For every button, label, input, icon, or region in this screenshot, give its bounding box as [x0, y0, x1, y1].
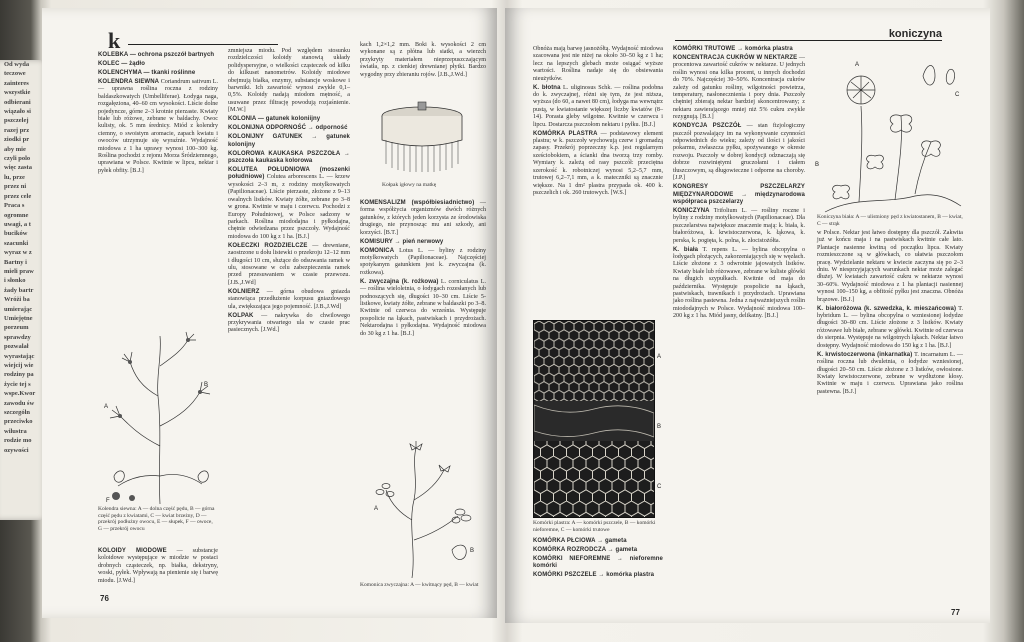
entry-6: [228, 243, 350, 287]
entry-headword: KOLOIDY MIODOWE: [98, 548, 167, 554]
underlying-page-line: wyraz w z: [4, 249, 32, 257]
underlying-page-line: uwagi, a t: [4, 220, 31, 228]
entry-headword: KOLEC — żądło: [98, 61, 145, 67]
section-letter: k: [108, 28, 121, 53]
underlying-page-line: wilustra: [4, 427, 27, 435]
underlying-page-line: zawodu św: [4, 399, 35, 407]
entry-text: Colutea arborescens L. — krzew wysokości 2–3 m, z rodziny motylkowatych (Papilionaceae). Liście pierzaste, złożone z 9–13 owalnych listków. Kwiaty żółte, zebrane po 3–8 w grona. Kwitnie w maju i czerwcu. Pochodzi z Europy Południowej, w Polsce sadzony w parkach. Roślina miododajna i pyłkodajna, chętnie odwiedzana przez pszczoły. Wydajność miodowa do 100 kg z 1 ha. [B.J.]: [228, 174, 350, 240]
entry-text: T. incarnatum L. — roślina roczna lub dwuletnia, o łodydze wzniesionej, długości 20–50 cm. Liście złożone z 3 listków, owłosione. Kwiaty krwistoczerwone, zebrane w wydłużone kłosy. Kwitnie w maju i czerwcu. Uprawiana jako roślina pastewna. [B.J.]: [817, 351, 964, 395]
svg-text:A: A: [657, 354, 662, 360]
entry-text: Obnóża mają barwę jasnożółtą. Wydajność miodowa szacowana jest nie niżej na około 30–50 kg z 1 ha; lecz na lepszych glebach może osiągać wyższe wartości. Roślina nadaje się do obsiewania nieużytków.: [533, 46, 663, 82]
entry-headword: KONICZYNA: [673, 207, 710, 214]
underlying-page-line: lu, prze: [4, 173, 25, 181]
entry-3: [228, 134, 350, 149]
underlying-page-line: pszczelej: [4, 117, 29, 125]
entry-headword: KONDYCJA PSZCZÓŁ: [673, 123, 742, 130]
underlying-page-line: bucików: [4, 230, 28, 238]
underlying-page-line: razej prz: [4, 126, 30, 134]
svg-text:B: B: [815, 162, 820, 168]
queen-cage-illustration: [372, 100, 472, 176]
entry-headword: KOLUTEA POŁUDNIOWA (moszenki południowe): [228, 167, 350, 181]
underlying-page-line: Od wyda: [4, 61, 30, 68]
underlying-page-line: sprawdzy: [4, 333, 31, 341]
entry-3: [673, 184, 805, 206]
right-column-1-top: [533, 46, 663, 199]
birdsfoot-trefoil-caption: Komonica zwyczajna: A — kwitnący pęd, B — kwiat: [360, 582, 479, 588]
entry-headword: KOMONICA: [360, 247, 395, 254]
entry-headword: KOMENSALIZM (współbiesiadnictwo): [360, 200, 475, 206]
right-page-number: 77: [951, 608, 960, 617]
left-page-number: 76: [100, 594, 109, 603]
entry-3: [533, 572, 663, 579]
underlying-page-line: szacunki: [4, 239, 29, 247]
underlying-page-line: więc zasta: [4, 164, 32, 172]
entry-text: L. corniculatus L. — roślina wieloletnia, o łodygach rozesłanych lub podnoszących się, długości 10–30 cm. Liście 5-listkowe, kwiaty żółte, zebrane w baldaszki po 3–8. Kwitnie od czerwca do września. Występuje pospolicie na łąkach, pastwiskach i przydrożach. Nektarodajna i pyłkodajna. Wydajność miodowa do 30 kg z 1 ha. [B.J.]: [360, 278, 486, 337]
underlying-page-line: umierając: [4, 305, 33, 313]
entry-text: — procentowa zawartość cukrów w nektarze. U jednych roślin wynosi ona kilka procent, u innych dochodzi do 70%. Najczęściej 30–50%. Koncentracja cukrów zależy od gatunku rośliny, wilgotności powietrza, temperatury, nasłonecznienia i pory dnia. Pszczoły chętniej zbierają nektar bardziej skoncentrowany; z nektaru zawierającego mniej niż 5% cukru zwykle rezygnują. [B.J.]: [673, 55, 805, 121]
underlying-page-line: przeciwko: [4, 418, 33, 426]
underlying-page-line: i słonko: [4, 277, 26, 285]
entry-text: — stan fizjologiczny pszczół pozwalający im na wykonywanie czynności odpowiednich do wieku; zależy od ilości i jakości pokarmu, zwłaszcza pyłku, spożywanego w okresie rozwoju. Pszczoły w dobrej kondycji odznaczają się dobrze rozwiniętymi gruczołami i ciałem tłuszczowym, są długowieczne i odporne na choroby. [J.P.]: [673, 123, 805, 182]
entry-1: [360, 239, 486, 246]
underlying-page-line: przez cele: [4, 192, 32, 200]
entry-continuation: [817, 230, 963, 304]
entry-headword: KOLPAK: [228, 312, 254, 319]
entry-headword: KOLONIJNA ODPORNOŚĆ → odporność: [228, 125, 348, 132]
entry-continuation: [360, 42, 486, 79]
right-column-1-bottom: [533, 538, 663, 581]
entry-text: — forma współżycia organizmów dwóch różnych gatunków, z których jeden korzysta ze środowiska drugiego, nie przynosząc mu ani szkody, ani korzyści. [B.T.]: [360, 200, 486, 236]
left-column-1-top: [98, 52, 218, 177]
underlying-page-line: ziodki pr: [4, 136, 30, 144]
entry-text: w Polsce. Nektar jest łatwo dostępny dla pszczół. Zakwita już w końcu maja i na pastwiskach kwitnie całe lato. Plantacje nasienne kwitną od początku lipca. Kwiaty rozmieszczone są w główkach, co ułatwia pszczołom pracę. Wydzielanie nektaru w kwiecie zaczyna się po 2–3 dniu. W niesprzyjających warunkach nektar może zalegać dłużej. W kwiatach zawartość cukru w nektarze wynosi 30–60%. Wydajność miodowa z 1 ha plantacji nasiennej wynosi 100–150 kg, a obfitość pyłku jest znaczna. Obnóża brązowe. [B.J.]: [817, 230, 963, 303]
entry-headword: KOLENCHYMA — tkanki roślinne: [98, 70, 196, 76]
svg-text:A: A: [374, 506, 379, 512]
underlying-page-line: pozwalał: [4, 343, 29, 351]
right-page: [505, 8, 990, 623]
underlying-page-line: Wróżi ba: [4, 296, 30, 304]
left-column-2: [228, 48, 350, 336]
underlying-page-line: wyrastając: [4, 352, 35, 360]
honeycomb-photo: [533, 320, 655, 518]
entry-text: T. hybridum L. — bylina obcopylna o wzniesionej łodydze długości 30–80 cm. Liście złożone z 3 listków. Kwiaty różowawe lub białe, zebrane w główki. Kwitnie od czerwca do sierpnia. Występuje na wilgotnych łąkach. Nektar łatwo dostępny. Wydajność miodowa do 150 kg z 1 ha. [B.J.]: [817, 305, 963, 349]
entry-2: [817, 352, 963, 396]
entry-headword: KOMÓRKI NIEFOREMNE → nieforemne komórki: [533, 556, 663, 570]
underlying-page-line: wiązało si: [4, 108, 31, 116]
entry-3: [98, 79, 218, 175]
entry-headword: KOLOROWA KAUKASKA PSZCZOŁA → pszczoła kaukaska kolorowa: [228, 150, 350, 165]
entry-headword: KOMISURY → pień nerwowy: [360, 238, 444, 245]
underlying-page-line: wiejcij wie: [4, 362, 34, 369]
entry-headword: KONCENTRACJA CUKRÓW W NEKTARZE: [673, 55, 798, 61]
underlying-page-line: teczowe: [4, 70, 26, 78]
underlying-page-line: wspe.Kwor: [4, 390, 36, 398]
entry-5: [673, 247, 805, 321]
queen-cage-caption: Kołpak igłowy na matkę: [382, 182, 437, 188]
entry-headword: KOLENDRA SIEWNA: [98, 79, 160, 85]
underlying-page-line: życie tej s: [4, 380, 31, 388]
underlying-page-line: rodzie mo: [4, 437, 32, 445]
entry-text: Coriandrum sativum L. — uprawna roślina roczna z rodziny baldaszkowatych (Umbelliferae). Łodyga naga, rozgałęziona, 40–60 cm wysokości. Liście dolne pojedyncze, górne 2–3 krotnie pierzaste. Kwiaty białe lub różowe, zebrane w baldachy. Owoc kulisty, ok. 5 mm średnicy. Miód z kolendry ciemny, o swoistym aromacie, zapach kwiatu i owoców utrzymuje się wyraźnie. Wydajność miodowa z 1 ha uprawy wynosi 100–300 kg. Roślina pochodzi z rejonu Morza Śródziemnego, uprawiana w Polsce. Kwitnie w lipcu, nektar i pyłek obfity. [B.J.]: [98, 79, 218, 174]
entry-text: — drewniane, zaostrzone u dołu listewki o przekroju 12–12 mm i długości 10 cm, służące do odsuwania ramek w ulu, stosowane w celu zabezpieczenia ramek przed przesuwaniem w czasie przewozu. [J.B.,J.Wd]: [228, 242, 350, 286]
entry-headword: K. zwyczajna (k. rożkowa): [360, 278, 439, 285]
entry-2: [360, 248, 486, 278]
entry-continuation: [228, 48, 350, 115]
entry-headword: KOLNIERZ: [228, 288, 260, 295]
entry-0: [98, 52, 218, 59]
entry-2: [98, 70, 218, 77]
entry-headword: KOLONIA — gatunek koloniijny: [228, 116, 321, 123]
entry-0: [98, 548, 218, 585]
entry-1: [817, 306, 963, 350]
svg-text:A: A: [104, 404, 109, 410]
entry-headword: K. białoróżowa (k. szwedzka, k. mieszańcowa): [817, 305, 957, 312]
entry-1: [673, 55, 805, 122]
entry-text: L. uliginosus Schk. — roślina podobna do k. zwyczajnej, różni się tym, że jest niższa, wyższa (do 60, a nawet 80 cm), łodyga ma wewnątrz pustą, w kwiatostanie większej liczby kwiatów (8–14). Porasta gleby wilgotne. Kwitnie w czerwcu i lipcu. Dostarcza pszczołom nektaru i pyłku. [B.J.]: [533, 84, 663, 128]
entry-5: [228, 167, 350, 241]
entry-2: [533, 556, 663, 571]
entry-headword: KOMÓRKI TRUTOWE → komórka plastra: [673, 46, 793, 52]
entry-headword: KOMÓRKA ROZRODCZA → gameta: [533, 547, 638, 553]
entry-2: [228, 125, 350, 132]
underlying-page-line: aby mie: [4, 145, 26, 153]
entry-1: [228, 116, 350, 123]
entry-text: zmniejsza miodu. Pod względem stosunku rozdzielczości koloidy stanowią układy polidyspersyjne, o wielkości cząsteczek od kilku do kilkuset nanometrów. Koloidy miodowe obejmują białka, enzymy, substancje woskowe i barwniki. Ich zawartość wynosi zwykle 0,1–0,5%. Koloidy nadają miodom mętność, a usuwane przez filtrację powodują rozjaśnienie. [M.W.]: [228, 48, 350, 114]
underlying-page-line: odbierani: [4, 98, 31, 106]
left-column-3-top: [360, 42, 486, 81]
entry-text: T. repens L. — bylina obcopylna o łodygach płożących, zakorzeniających się w węzłach. Liście złożone z 3 odwrotnie jajowatych listków. Kwiaty białe lub różowawe, zebrane w kuliste główki na długich szypułkach. Kwitnie od maja do października. Występuje pospolicie na łąkach, pastwiskach, trawnikach i przydrożach. Uprawiana jako roślina pastewna. Jedna z najważniejszych roślin miododajnych w Polsce. Wydajność miodowa 100–200 kg z 1 ha. Miód jasny, delikatny. [B.J.]: [673, 246, 806, 320]
running-head-rule: [675, 40, 942, 41]
white-clover-illustration: [815, 46, 963, 216]
underlying-page-line: wszystkie: [4, 89, 31, 97]
left-column-1-bottom: [98, 548, 218, 587]
entry-8: [228, 313, 350, 335]
entry-0: [533, 538, 663, 545]
coriander-illustration: [100, 326, 218, 506]
entry-4: [228, 151, 350, 166]
entry-continuation: [533, 46, 663, 83]
entry-headword: KOMÓRKA PLASTRA: [533, 130, 598, 137]
running-head: koniczyna: [888, 28, 942, 40]
svg-text:C: C: [955, 92, 960, 98]
underlying-page-line: szczególn: [4, 409, 30, 417]
underlying-page-line: ozywości: [4, 446, 29, 454]
svg-text:F: F: [106, 498, 110, 504]
entry-headword: KOMÓRKA PŁCIOWA → gameta: [533, 538, 627, 544]
underlying-page-line: zainteres: [4, 79, 29, 87]
right-column-3: [817, 230, 963, 398]
entry-2: [533, 131, 663, 198]
underlying-page-line: Praca s: [4, 202, 25, 210]
left-page: [42, 8, 497, 618]
underlying-page-line: żady bartr: [4, 286, 34, 294]
entry-text: — nakrywka do chwilowego przykrywania otwartego ula w czasie prac pasiecznych. [J.Wd.]: [228, 312, 350, 334]
header-rule: [128, 44, 278, 45]
entry-headword: K. biała: [673, 246, 699, 253]
honeycomb-caption: Komórki plastra: A — komórki pszczele, B — komórki nieforemne, C — komórki trutowe: [533, 520, 656, 533]
entry-3: [360, 279, 486, 338]
entry-0: [673, 46, 805, 53]
underlying-page-line: rodziny pa: [4, 371, 34, 379]
svg-text:B: B: [204, 382, 209, 388]
entry-text: Trifolium L. — rośliny roczne i byliny z rodziny motylkowatych (Papilionaceae). Dla pszczelarstwa największe znaczenie mają: k. biała, k. białoróżowa, k. krwistoczerwona, k. łąkowa, k. perska, k. pogięta, k. polna, k. złocistożółta.: [673, 207, 805, 244]
entry-headword: KOLONIJNY GATUNEK → gatunek kolonijny: [228, 134, 350, 148]
white-clover-caption: Koniczyna biała: A — ulistniony pęd z kwiatostanem, B — kwiat, C — strąk: [817, 214, 963, 227]
entry-headword: KONGRESY PSZCZELARZY MIĘDZYNARODOWE → międzynarodowa współpraca pszczelarzy: [673, 184, 805, 205]
entry-text: Lotus L. — byliny z rodziny motylkowatych (Papilionaceae). Najczęściej spotykanym gatunkiem jest k. zwyczajna (k. rożkowa).: [360, 247, 487, 276]
entry-0: [360, 200, 486, 237]
entry-headword: K. błotna: [533, 84, 561, 91]
entry-text: — podstawowy element plastra; w k. pszczoły wychowują czerw i gromadzą zapasy. Przekrój poprzeczny k.p. jest regularnym sześciobokiem, a ścianki dna tworzą trzy romby. Wymiary k. zależą od rasy pszczół: przeciętna szerokość k. robotniczej wynosi 5,2–5,7 mm, trutowej 6,2–7,1 mm, a k. mateczniki są znacznie większe. Na 1 dm² plastra przypada ok. 400 k. pszczelich i ok. 260 trutowych. [W.S.]: [533, 130, 663, 196]
underlying-page-line: czyli polo: [4, 155, 31, 163]
underlying-page-line: przez ni: [4, 183, 27, 191]
underlying-page-line: ogromne: [4, 211, 29, 219]
entry-headword: KOMÓRKI PSZCZELE → komórka plastra: [533, 572, 655, 579]
entry-headword: KOŁECZKI ROZDZIELCZE: [228, 242, 308, 249]
svg-text:B: B: [470, 548, 475, 554]
right-column-2: [673, 46, 805, 322]
entry-1: [98, 61, 218, 68]
svg-text:A: A: [855, 62, 860, 68]
underlying-page-edge: [0, 60, 48, 520]
birdsfoot-trefoil-illustration: [372, 440, 482, 580]
entry-text: kach 1,2×1,2 mm. Boki k. wysokości 2 cm wykonane są z płótna lub siatki, a wierzch przykryty materiałem nieprzepuszczającym światła, np. z cienkiej drewnianej płytki. Bardzo wygodny przy zbieraniu rojów. [J.B.,J.Wd.]: [360, 42, 486, 78]
entry-7: [228, 289, 350, 311]
svg-text:C: C: [657, 484, 662, 490]
entry-1: [533, 547, 663, 554]
underlying-page-line: mieli praw: [4, 267, 34, 275]
coriander-caption: Kolendra siewna: A — dolna część pędu, B — górna część pędu z kwiatami, C — kwiat brzeżny, D — przekrój podłużny owocu, E — słupek, F — owoce, G — przekrój owocu: [98, 506, 215, 532]
underlying-page-line: porzeum: [4, 324, 29, 332]
entry-headword: K. krwistoczerwona (inkarnatka): [817, 351, 913, 358]
entry-1: [533, 85, 663, 129]
underlying-page-line: Umiejętne: [4, 314, 33, 322]
entry-text: — substancje koloidowe występujące w miodzie w postaci drobnych cząsteczek, np. białka, dekstryny, woski, pyłek. Wpływają na pienienie się i barwę miodu. [J.Wd.]: [98, 548, 218, 584]
honeycomb-labels: [655, 338, 665, 498]
entry-2: [673, 123, 805, 182]
svg-text:B: B: [657, 424, 662, 430]
underlying-page-line: Bartny i: [4, 258, 27, 266]
entry-text: — górna obudowa gniazda stanowiąca przedłużenie korpusu gniazdowego ula, zwiększająca jego pojemność. [J.B.,J.Wd]: [228, 288, 351, 310]
left-column-3-body: [360, 200, 486, 340]
entry-4: [673, 208, 805, 245]
entry-headword: KOLEBKA — ochrona pszczół bartnych: [98, 52, 215, 58]
